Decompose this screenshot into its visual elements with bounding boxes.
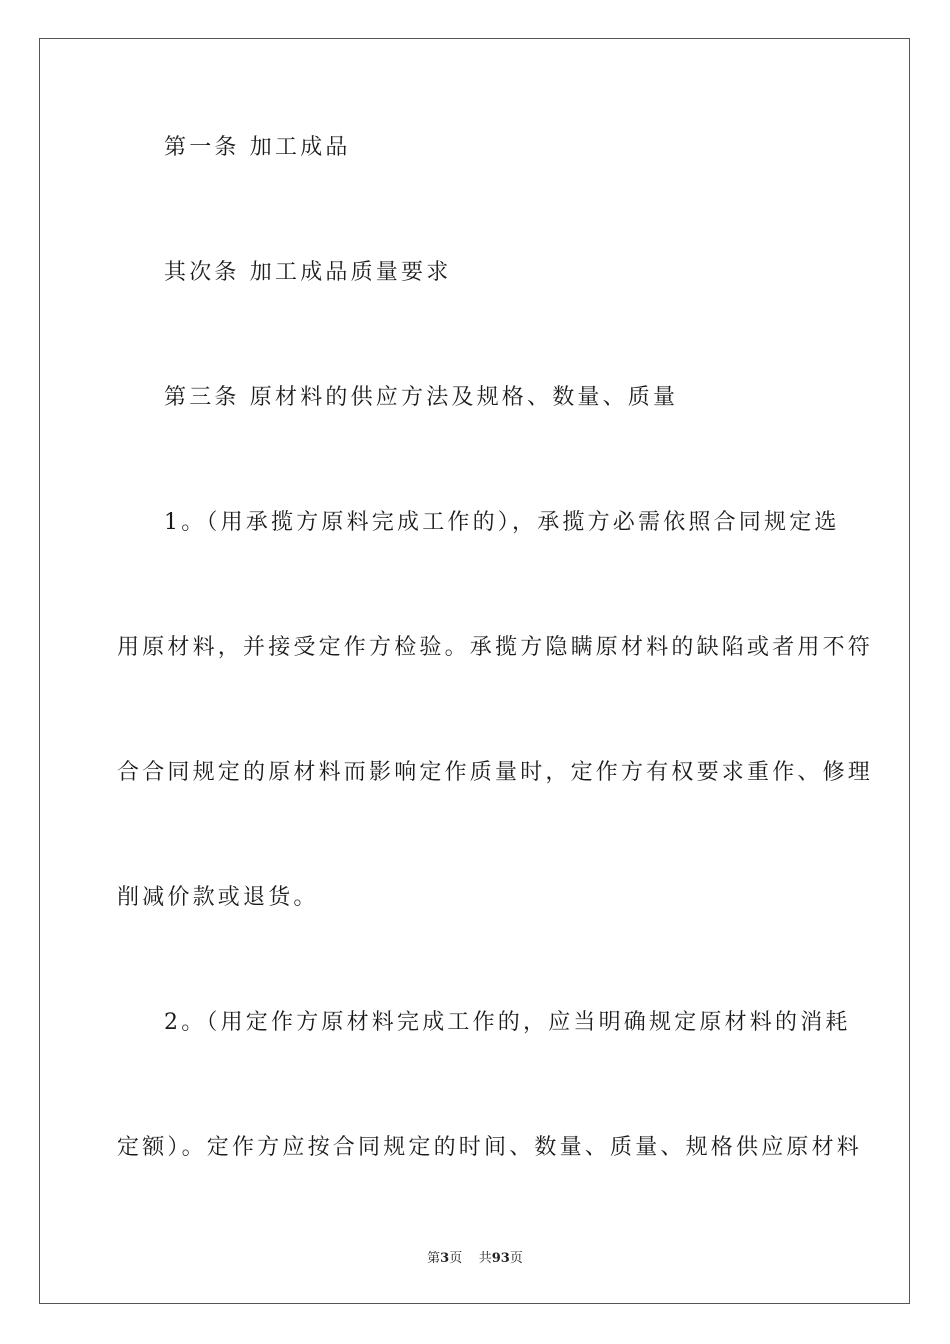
paragraph-line: 用原材料，并接受定作方检验。承揽方隐瞒原材料的缺陷或者用不符 xyxy=(117,635,874,660)
total-prefix: 共 xyxy=(478,1251,492,1266)
paragraph-line: 1。（用承揽方原料完成工作的），承揽方必需依照合同规定选 xyxy=(164,510,840,535)
article-3-heading: 第三条 原材料的供应方法及规格、数量、质量 xyxy=(164,385,679,410)
page-suffix: 页 xyxy=(449,1251,463,1266)
page-border xyxy=(39,38,910,1304)
page-prefix: 第 xyxy=(427,1251,441,1266)
article-2-heading: 其次条 加工成品质量要求 xyxy=(164,260,452,285)
total-suffix: 页 xyxy=(509,1251,523,1266)
paragraph-line: 削减价款或退货。 xyxy=(117,885,319,910)
paragraph-line: 2。（用定作方原材料完成工作的，应当明确规定原材料的消耗 xyxy=(164,1010,851,1035)
page-number: 3 xyxy=(440,1251,450,1266)
paragraph-line: 定额）。定作方应按合同规定的时间、数量、质量、规格供应原材料 xyxy=(117,1135,863,1160)
total-pages: 93 xyxy=(491,1251,510,1266)
paragraph-line: 合合同规定的原材料而影响定作质量时，定作方有权要求重作、修理 xyxy=(117,760,874,785)
page-footer xyxy=(0,1247,950,1266)
article-1-heading: 第一条 加工成品 xyxy=(164,135,351,160)
